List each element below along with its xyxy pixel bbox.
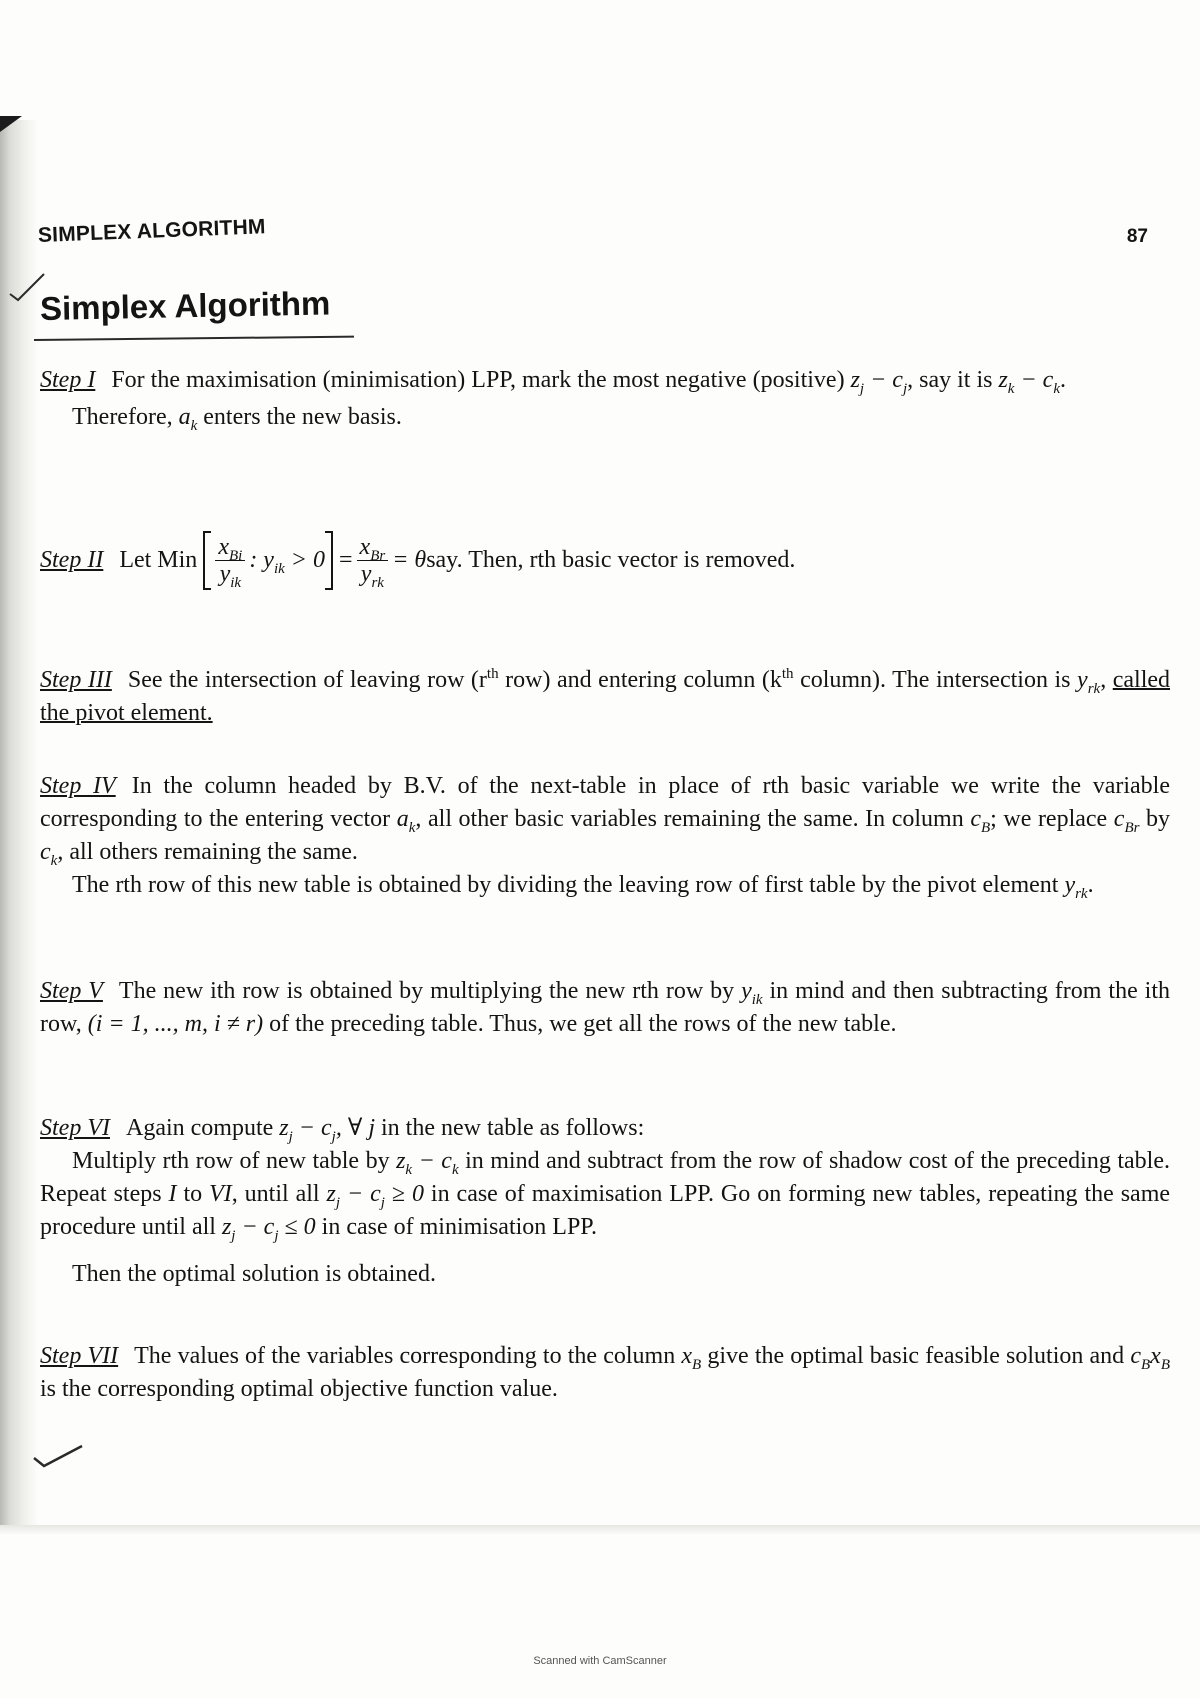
step-text: ; we replace	[990, 806, 1114, 832]
step-label: Step VI	[40, 1115, 110, 1141]
math-expression: $c_Bx_B$	[1130, 1343, 1170, 1373]
step-text: of the preceding table. Thus, we get all the rows of the new table.	[263, 1011, 897, 1037]
step-text: The values of the variables corresponding to the column	[134, 1343, 682, 1369]
step-text: in case of minimisation LPP.	[315, 1214, 597, 1240]
step-text: Multiply rth row of new table by	[72, 1148, 397, 1174]
step-label: Step I	[40, 367, 96, 393]
math-expression: $y_{rk}$	[1077, 667, 1101, 697]
page-header	[38, 216, 1148, 256]
step-text: , all others remaining the same.	[57, 839, 358, 865]
handwritten-check-icon	[30, 1440, 90, 1470]
math-expression: $z_j - c_j$	[850, 367, 908, 397]
running-head: SIMPLEX ALGORITHM	[37, 215, 267, 247]
math-expression: $z_j - c_j$, ∀ j	[279, 1115, 375, 1145]
math-expression: $y_{rk}$	[1064, 872, 1088, 902]
step-text: The new ith row is obtained by multiplying the new rth row by	[118, 978, 742, 1004]
heading-underline	[34, 336, 354, 341]
step-text: give the optimal basic feasible solution and	[701, 1343, 1131, 1369]
step-text: Let Min	[119, 547, 198, 573]
step-2	[40, 532, 1170, 589]
math-expression: $z_k - c_k$	[998, 367, 1060, 397]
math-expression: $z_k - c_k$	[396, 1148, 459, 1178]
step-text: say. Then, rth basic vector is removed.	[426, 547, 796, 573]
step-text: enters the new basis.	[197, 404, 402, 430]
binding-shadow	[0, 120, 38, 1530]
step-text: .	[1060, 367, 1066, 393]
math-expression: $a_k$	[396, 806, 416, 836]
step-7	[40, 1340, 1170, 1406]
page-number: 87	[1126, 226, 1148, 247]
step-5	[40, 975, 1170, 1041]
math-expression: $x_B$	[681, 1343, 702, 1373]
section-heading: Simplex Algorithm	[39, 284, 331, 327]
step-text: column). The intersection is	[793, 667, 1078, 693]
step-text: to	[176, 1181, 210, 1207]
step-text: by	[1139, 806, 1171, 832]
step-text: in mind and subtract from the row of shadow cost of the preceding table. Repeat steps	[40, 1148, 1170, 1207]
step-ref: VI	[209, 1181, 232, 1207]
math-expression: $z_j - c_j \le 0$	[221, 1214, 316, 1244]
step-text: in the new table as follows:	[374, 1115, 645, 1141]
step-text: row) and entering column (k	[498, 667, 782, 693]
step-4	[40, 770, 1170, 902]
math-expression: $a_k$	[178, 404, 198, 434]
step-label: Step III	[40, 667, 112, 693]
step-text: Therefore,	[72, 404, 179, 430]
math-expression: $z_j - c_j \ge 0$	[326, 1181, 424, 1211]
pivot-element-phrase: called the pivot element.	[40, 667, 1171, 726]
step-label: Step II	[40, 547, 104, 573]
step-text: See the intersection of leaving row (r	[127, 667, 487, 693]
step-6	[40, 1112, 1170, 1291]
step-text: is the corresponding optimal objective function value.	[40, 1376, 558, 1402]
fraction-xbi-yik: $\frac{x_{Bi}}{y_{ik}}$	[215, 534, 245, 587]
math-condition: : $y_{ik} > 0$	[249, 547, 325, 577]
math-expression: $c_k$	[40, 839, 58, 869]
scanner-watermark: Scanned with CamScanner	[533, 1655, 667, 1667]
step-text: The rth row of this new table is obtained by dividing the leaving row of first table by the pivot element	[72, 872, 1065, 898]
step-text: In the column headed by B.V. of the next-table in place of rth basic variable we write the variable corresponding to the entering vector	[40, 773, 1170, 832]
fraction-xbr-yrk: $\frac{x_{Br}}{y_{rk}}$	[357, 534, 389, 587]
equals-sign: =	[339, 547, 353, 573]
step-text: For the maximisation (minimisation) LPP, mark the most negative (positive)	[111, 367, 851, 393]
step-text: in mind and then subtracting from the ith row,	[40, 978, 1170, 1037]
page-corner-mark	[0, 116, 22, 132]
math-expression: $c_{Br}$	[1113, 806, 1140, 836]
step-text: , say it is	[907, 367, 999, 393]
step-text: Then the optimal solution is obtained.	[72, 1261, 436, 1287]
step-text: .	[1087, 872, 1094, 898]
step-3: Step III See the intersection of leaving row ($r^{th}$ row) and entering column ($k^{th}$ column). The intersection is $y_{rk}$, called the pivot element.	[40, 666, 1171, 726]
step-label: Step IV	[40, 773, 116, 799]
theta-equation: = θ	[392, 547, 427, 573]
min-bracket	[203, 532, 333, 589]
step-text: ,	[1100, 667, 1113, 693]
step-text: in case of maximisation LPP. Go on forming new tables, repeating the same procedure until all	[40, 1181, 1171, 1240]
index-range: (i = 1, ..., m, i ≠ r)	[87, 1011, 264, 1037]
step-text: , until all	[231, 1181, 327, 1207]
step-label: Step V	[40, 978, 103, 1004]
page-edge-shadow	[0, 1525, 1200, 1535]
math-expression: $y_{ik}$	[741, 978, 763, 1008]
step-1	[40, 364, 1170, 434]
step-text: Again compute	[125, 1115, 280, 1141]
step-text: , all other basic variables remaining the same. In column	[415, 806, 971, 832]
step-label: Step VII	[40, 1343, 119, 1369]
math-expression: $c_B$	[970, 806, 991, 836]
step-ref: I	[168, 1181, 177, 1207]
